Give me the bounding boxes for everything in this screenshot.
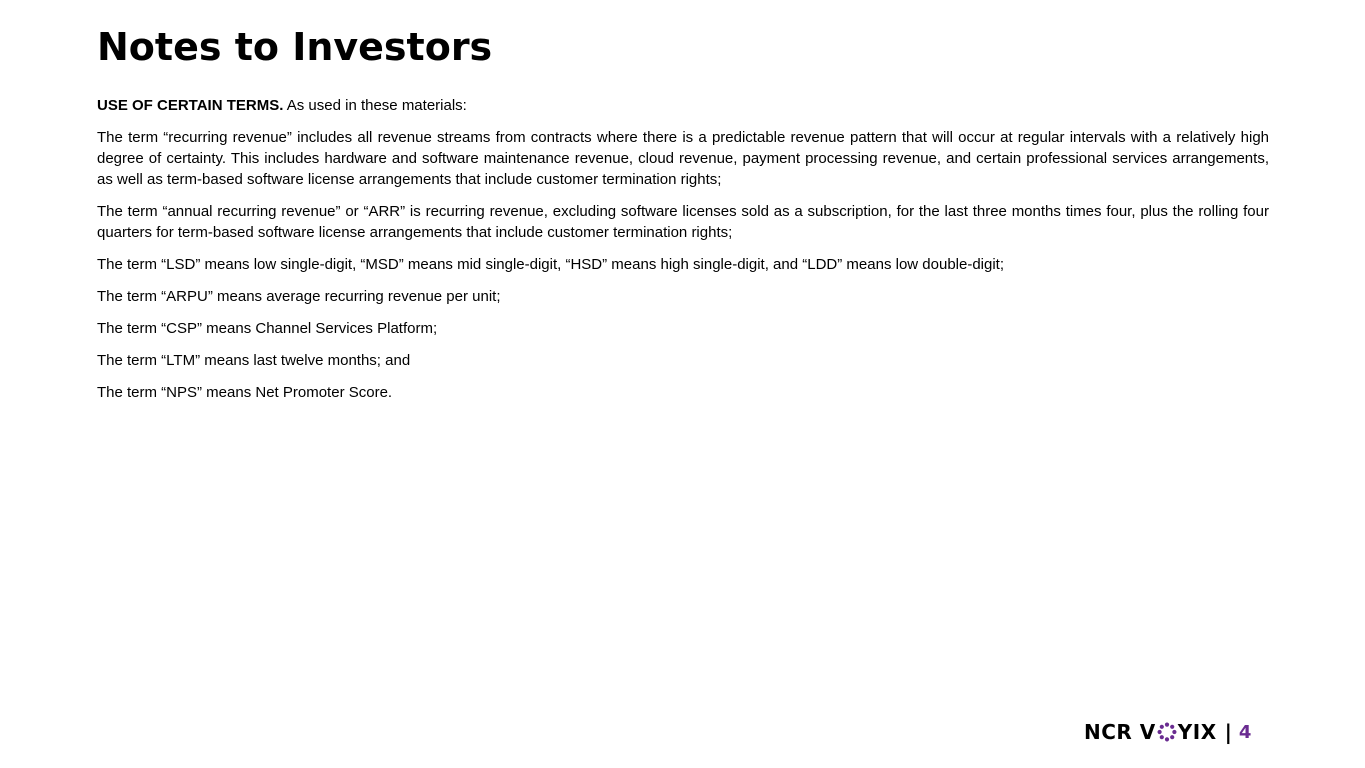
definition-arr: The term “annual recurring revenue” or “ARR” is recurring revenue, excluding software licenses sold as a subscription, for the last three months times four, plus the rolling four quarters for term-based software license arrangements that include customer termination rights;: [97, 203, 1269, 241]
terms-intro-lead: USE OF CERTAIN TERMS.: [97, 97, 284, 114]
definition-lsd-msd-hsd-ldd: The term “LSD” means low single-digit, “MSD” means mid single-digit, “HSD” means high single-digit, and “LDD” means low double-digit;: [97, 256, 1005, 273]
logo-text-left: NCR V: [1084, 720, 1156, 744]
terms-intro: [97, 95, 1269, 116]
definition-recurring-revenue: The term “recurring revenue” includes all revenue streams from contracts where there is a predictable revenue pattern that will occur at regular intervals with a relatively high degree of certainty. This includes hardware and software maintenance revenue, cloud revenue, payment processing revenue, and certain professional services arrangements, as well as term-based software license arrangements that include customer termination rights;: [97, 129, 1269, 188]
definition-ltm: The term “LTM” means last twelve months; and: [97, 352, 411, 369]
definition-nps: The term “NPS” means Net Promoter Score.: [97, 384, 393, 401]
page-number: 4: [1238, 721, 1252, 743]
slide-footer: [1084, 719, 1251, 745]
definition-csp: The term “CSP” means Channel Services Platform;: [97, 320, 438, 337]
footer-separator: |: [1224, 720, 1232, 744]
page-title: Notes to Investors: [97, 25, 493, 69]
logo-text-right: YIX: [1177, 720, 1217, 744]
ncr-voyix-logo: [1084, 719, 1217, 745]
dotted-o-icon: [1157, 722, 1177, 742]
terms-intro-text: As used in these materials:: [283, 97, 467, 114]
definition-arpu: The term “ARPU” means average recurring revenue per unit;: [97, 288, 501, 305]
notes-content: [97, 95, 1269, 414]
